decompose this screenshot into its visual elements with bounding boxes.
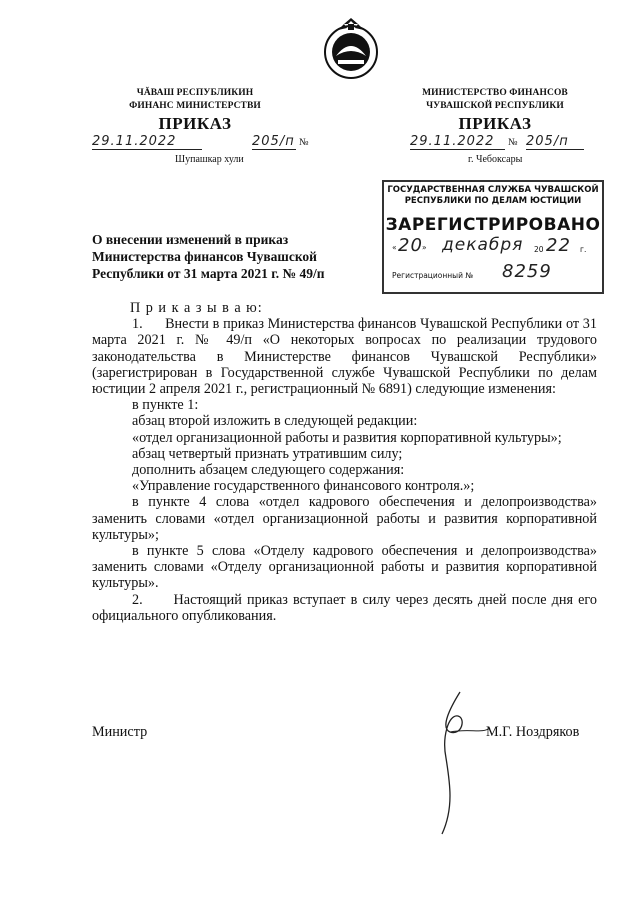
right-title: ПРИКАЗ	[458, 114, 532, 133]
stamp-day: 20	[398, 235, 423, 256]
signature-role: Министр	[92, 724, 148, 740]
subject-line3: Республики от 31 марта 2021 г. № 49/п	[92, 266, 325, 281]
list-line-8: в пункте 5 слова «Отделу кадрового обеспечения и делопроизводства» заменить словами «Отделу организационной работы и развития корпоративной культуры».	[92, 543, 597, 592]
header-right	[380, 87, 610, 113]
stamp-year-suffix: 22	[546, 235, 571, 256]
stamp-month: декабря	[442, 235, 524, 255]
paragraph-1: 1. Внести в приказ Министерства финансов Чувашской Республики от 31 марта 2021 г. № 49/п «О некоторых вопросах по реализации трудового законодательства в Министерстве финансов Чувашской Республики» (зарегистрирован в Государственной службе Чувашской Республики по делам юстиции 2 апреля 2021 г., регистрационный № 6891) следующие изменения:	[92, 316, 597, 398]
list-line-4: абзац четвертый признать утратившим силу;	[132, 445, 403, 462]
header-left-line2: ФИНАНС МИНИСТЕРСТВИ	[129, 101, 261, 111]
prikazyvayu: П р и к а з ы в а ю:	[130, 300, 263, 316]
stamp-year-prefix: 20	[534, 245, 544, 254]
list-line-5: дополнить абзацем следующего содержания:	[132, 462, 405, 479]
paragraph-2: 2. Настоящий приказ вступает в силу через десять дней после дня его официального опубликования.	[92, 591, 597, 624]
stamp-reg-number: 8259	[502, 261, 552, 282]
list-line-7: в пункте 4 слова «отдел кадрового обеспечения и делопроизводства» заменить словами «отдел организационной работы и развития корпоративной культуры»;	[92, 494, 597, 543]
stamp-date-row: « 20 » декабря 20 22 г.	[392, 235, 587, 256]
right-date-row	[410, 134, 620, 154]
list-line-2: абзац второй изложить в следующей редакции:	[132, 413, 418, 430]
stamp-reg-label: Регистрационный №	[392, 271, 474, 280]
right-number: 205/п	[526, 134, 584, 150]
header-right-line2: ЧУВАШСКОЙ РЕСПУБЛИКИ	[426, 101, 564, 111]
stamp-registered: ЗАРЕГИСТРИРОВАНО	[385, 215, 601, 235]
left-date-row	[92, 134, 322, 154]
list-line-1: в пункте 1:	[132, 397, 199, 414]
stamp-line2: РЕСПУБЛИКИ ПО ДЕЛАМ ЮСТИЦИИ	[404, 196, 582, 206]
header-left	[80, 87, 310, 113]
right-date: 29.11.2022	[410, 134, 505, 150]
left-date: 29.11.2022	[92, 134, 202, 150]
left-number: 205/п	[252, 134, 295, 149]
list-line-6: «Управление государственного финансового контроля.»;	[132, 478, 475, 495]
left-city: Шупашкар хули	[175, 154, 244, 165]
registration-stamp	[382, 180, 604, 294]
right-no-label: №	[508, 137, 518, 148]
stamp-reg-row	[384, 261, 602, 285]
subject-block	[92, 231, 382, 282]
order-body	[92, 300, 597, 624]
stamp-year-label: г.	[580, 245, 587, 254]
left-title: ПРИКАЗ	[158, 114, 232, 133]
right-city: г. Чебоксары	[468, 154, 523, 165]
subject-line1: О внесении изменений в приказ	[92, 232, 289, 247]
signature-name: М.Г. Ноздряков	[486, 724, 580, 740]
chuvash-emblem-icon	[318, 16, 384, 82]
signature-icon	[420, 688, 500, 838]
stamp-line1: ГОСУДАРСТВЕННАЯ СЛУЖБА ЧУВАШСКОЙ	[387, 185, 599, 195]
subject-line2: Министерства финансов Чувашской	[92, 249, 317, 264]
list-line-3: «отдел организационной работы и развития корпоративной культуры»;	[132, 429, 562, 446]
header-right-line1: МИНИСТЕРСТВО ФИНАНСОВ	[422, 88, 568, 98]
header-left-line1: ЧĂВАШ РЕСПУБЛИКИН	[136, 88, 254, 98]
left-no-label: №	[299, 137, 309, 148]
